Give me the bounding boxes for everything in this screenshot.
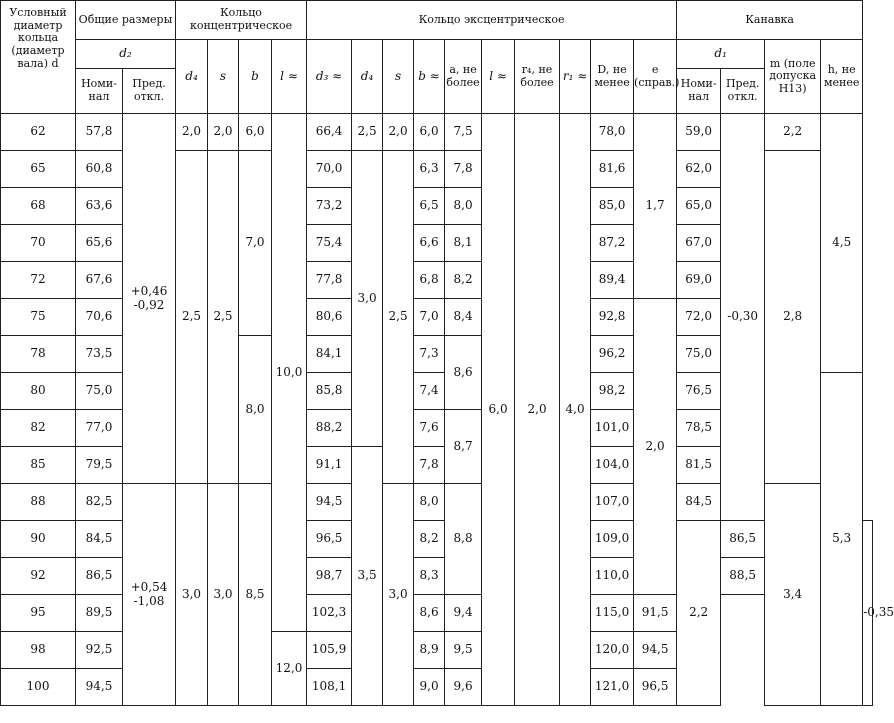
header-e-b: b ≈: [414, 40, 445, 114]
header-general: Общие размеры: [76, 1, 176, 40]
cell-d2: 65,6: [76, 225, 123, 262]
cell-e-D: 107,0: [591, 484, 634, 521]
cell-e-D: 92,8: [591, 299, 634, 336]
cell-d: 100: [1, 669, 76, 706]
cell-g-d1: 75,0: [677, 336, 721, 373]
cell-g-d1: 88,5: [721, 558, 765, 595]
cell-e-b: 8,3: [414, 558, 445, 595]
cell-c-d4: 2,5: [176, 151, 208, 484]
cell-e-d3: 108,1: [307, 669, 352, 706]
cell-g-d1: 78,5: [677, 410, 721, 447]
cell-e-D: 85,0: [591, 188, 634, 225]
cell-e-r1: 4,0: [560, 114, 591, 706]
cell-d2: 84,5: [76, 521, 123, 558]
cell-d2: 67,6: [76, 262, 123, 299]
cell-e-r4: 2,0: [515, 114, 560, 706]
cell-d2: 57,8: [76, 114, 123, 151]
cell-c-s: 2,0: [208, 114, 239, 151]
cell-e-D: 121,0: [591, 669, 634, 706]
cell-g-tolerance: -0,30: [721, 114, 765, 521]
cell-e-D: 81,6: [591, 151, 634, 188]
cell-c-b: 7,0: [239, 151, 272, 336]
cell-d2: 63,6: [76, 188, 123, 225]
cell-e-a: 8,0: [445, 188, 482, 225]
cell-d: 98: [1, 632, 76, 669]
cell-g-d1: 84,5: [677, 484, 721, 521]
cell-e-d3: 66,4: [307, 114, 352, 151]
header-d2: d₂: [76, 40, 176, 69]
cell-c-b: 8,5: [239, 484, 272, 706]
cell-g-d1: 69,0: [677, 262, 721, 299]
cell-g-d1: 76,5: [677, 373, 721, 410]
header-d2-nominal: Номи-нал: [76, 69, 123, 114]
cell-c-d4: 3,0: [176, 484, 208, 706]
cell-e-d3: 84,1: [307, 336, 352, 373]
cell-d: 70: [1, 225, 76, 262]
cell-c-l: 12,0: [272, 632, 307, 706]
cell-e-D: 109,0: [591, 521, 634, 558]
cell-e-s: 3,0: [383, 484, 414, 706]
cell-d: 95: [1, 595, 76, 632]
header-c-l: l ≈: [272, 40, 307, 114]
cell-g-d1: 65,0: [677, 188, 721, 225]
table-row: [1, 114, 873, 151]
cell-d2: 73,5: [76, 336, 123, 373]
cell-c-d4: 2,0: [176, 114, 208, 151]
cell-e-D: 96,2: [591, 336, 634, 373]
cell-d2: 79,5: [76, 447, 123, 484]
cell-e-a: 8,6: [445, 336, 482, 410]
cell-e-a: 8,1: [445, 225, 482, 262]
cell-e-a: 8,7: [445, 410, 482, 484]
cell-g-d1: 96,5: [634, 669, 677, 706]
cell-g-d1: 62,0: [677, 151, 721, 188]
cell-e-a: 8,8: [445, 484, 482, 595]
cell-g-d1: 59,0: [677, 114, 721, 151]
cell-e-d3: 96,5: [307, 521, 352, 558]
cell-e-b: 9,0: [414, 669, 445, 706]
cell-e-b: 8,9: [414, 632, 445, 669]
cell-g-d1: 91,5: [634, 595, 677, 632]
header-e-d3: d₃ ≈: [307, 40, 352, 114]
cell-g-m: 2,8: [765, 151, 821, 484]
cell-e-e: 2,0: [634, 299, 677, 595]
cell-g-d1: 67,0: [677, 225, 721, 262]
header-eccentric: Кольцо эксцентрическое: [307, 1, 677, 40]
cell-e-a: 8,2: [445, 262, 482, 299]
cell-e-a: 8,4: [445, 299, 482, 336]
cell-g-m: 2,2: [765, 114, 821, 151]
cell-e-e: 2,2: [677, 521, 721, 706]
cell-c-b: 8,0: [239, 336, 272, 484]
cell-e-s: 2,0: [383, 114, 414, 151]
cell-e-b: 6,0: [414, 114, 445, 151]
cell-e-b: 8,0: [414, 484, 445, 521]
cell-e-a: 9,5: [445, 632, 482, 669]
cell-e-D: 78,0: [591, 114, 634, 151]
header-e-s: s: [383, 40, 414, 114]
cell-d: 85: [1, 447, 76, 484]
cell-e-b: 6,5: [414, 188, 445, 225]
header-c-d4: d₄: [176, 40, 208, 114]
header-e-D: D, не менее: [591, 40, 634, 114]
cell-e-d3: 91,1: [307, 447, 352, 484]
cell-e-D: 104,0: [591, 447, 634, 484]
cell-e-D: 110,0: [591, 558, 634, 595]
cell-d: 90: [1, 521, 76, 558]
cell-e-a: 7,5: [445, 114, 482, 151]
cell-e-d3: 98,7: [307, 558, 352, 595]
cell-e-d4: 3,0: [352, 151, 383, 447]
cell-e-D: 115,0: [591, 595, 634, 632]
cell-e-b: 7,0: [414, 299, 445, 336]
header-g-h: h, не менее: [821, 40, 863, 114]
header-e-a: a, не более: [445, 40, 482, 114]
cell-e-d3: 73,2: [307, 188, 352, 225]
cell-e-d3: 94,5: [307, 484, 352, 521]
cell-e-s: 2,5: [383, 151, 414, 484]
cell-d2: 82,5: [76, 484, 123, 521]
header-groove: Канавка: [677, 1, 863, 40]
cell-d: 68: [1, 188, 76, 225]
cell-e-d3: 102,3: [307, 595, 352, 632]
cell-e-b: 8,2: [414, 521, 445, 558]
cell-g-d1: 81,5: [677, 447, 721, 484]
cell-d: 65: [1, 151, 76, 188]
cell-g-tolerance: -0,35: [863, 521, 873, 706]
cell-g-d1: 86,5: [721, 521, 765, 558]
cell-d: 78: [1, 336, 76, 373]
cell-e-d3: 88,2: [307, 410, 352, 447]
cell-e-b: 8,6: [414, 595, 445, 632]
header-c-b: b: [239, 40, 272, 114]
cell-d: 62: [1, 114, 76, 151]
cell-d: 88: [1, 484, 76, 521]
header-e-d4: d₄: [352, 40, 383, 114]
cell-d2: 77,0: [76, 410, 123, 447]
cell-e-d4: 3,5: [352, 447, 383, 706]
cell-g-d1: 72,0: [677, 299, 721, 336]
cell-d2: 86,5: [76, 558, 123, 595]
cell-d: 80: [1, 373, 76, 410]
cell-e-d3: 75,4: [307, 225, 352, 262]
cell-e-D: 120,0: [591, 632, 634, 669]
cell-e-D: 87,2: [591, 225, 634, 262]
header-e-r4: r₄, не более: [515, 40, 560, 114]
cell-d: 75: [1, 299, 76, 336]
cell-d2: 60,8: [76, 151, 123, 188]
cell-e-d3: 80,6: [307, 299, 352, 336]
header-d1-nominal: Номи-нал: [677, 69, 721, 114]
header-c-s: s: [208, 40, 239, 114]
cell-e-b: 7,8: [414, 447, 445, 484]
cell-e-d3: 77,8: [307, 262, 352, 299]
cell-e-e: 1,7: [634, 114, 677, 299]
cell-e-b: 7,3: [414, 336, 445, 373]
cell-e-d3: 70,0: [307, 151, 352, 188]
cell-c-l: 10,0: [272, 114, 307, 632]
cell-e-D: 101,0: [591, 410, 634, 447]
cell-d2: 75,0: [76, 373, 123, 410]
cell-e-d3: 105,9: [307, 632, 352, 669]
header-g-d1: d₁: [677, 40, 765, 69]
cell-e-d4: 2,5: [352, 114, 383, 151]
cell-c-b: 6,0: [239, 114, 272, 151]
header-concentric: Кольцо концентрическое: [176, 1, 307, 40]
cell-e-b: 6,6: [414, 225, 445, 262]
cell-g-m: 3,4: [765, 484, 821, 706]
cell-e-a: 9,6: [445, 669, 482, 706]
cell-g-h: 4,5: [821, 114, 863, 373]
cell-e-D: 98,2: [591, 373, 634, 410]
cell-d2: 70,6: [76, 299, 123, 336]
cell-g-h: 5,3: [821, 373, 863, 706]
cell-e-b: 6,8: [414, 262, 445, 299]
header-e-l: l ≈: [482, 40, 515, 114]
cell-d2-tolerance: +0,46 -0,92: [123, 114, 176, 484]
cell-d: 92: [1, 558, 76, 595]
cell-e-a: 9,4: [445, 595, 482, 632]
cell-d: 82: [1, 410, 76, 447]
cell-e-D: 89,4: [591, 262, 634, 299]
header-d2-tolerance: Пред. откл.: [123, 69, 176, 114]
cell-e-b: 6,3: [414, 151, 445, 188]
cell-c-s: 2,5: [208, 151, 239, 484]
header-g-m: m (поле допуска H13): [765, 40, 821, 114]
cell-d2-tolerance: +0,54 -1,08: [123, 484, 176, 706]
cell-d: 72: [1, 262, 76, 299]
cell-e-b: 7,4: [414, 373, 445, 410]
cell-e-a: 7,8: [445, 151, 482, 188]
cell-d2: 89,5: [76, 595, 123, 632]
header-d1-tolerance: Пред. откл.: [721, 69, 765, 114]
cell-c-s: 3,0: [208, 484, 239, 706]
cell-g-d1: 94,5: [634, 632, 677, 669]
header-d: Условный диаметр кольца (диаметр вала) d: [1, 1, 76, 114]
header-e-r1: r₁ ≈: [560, 40, 591, 114]
cell-e-d3: 85,8: [307, 373, 352, 410]
cell-d2: 92,5: [76, 632, 123, 669]
cell-d2: 94,5: [76, 669, 123, 706]
cell-e-l: 6,0: [482, 114, 515, 706]
cell-e-b: 7,6: [414, 410, 445, 447]
header-e-e: e (справ.): [634, 40, 677, 114]
